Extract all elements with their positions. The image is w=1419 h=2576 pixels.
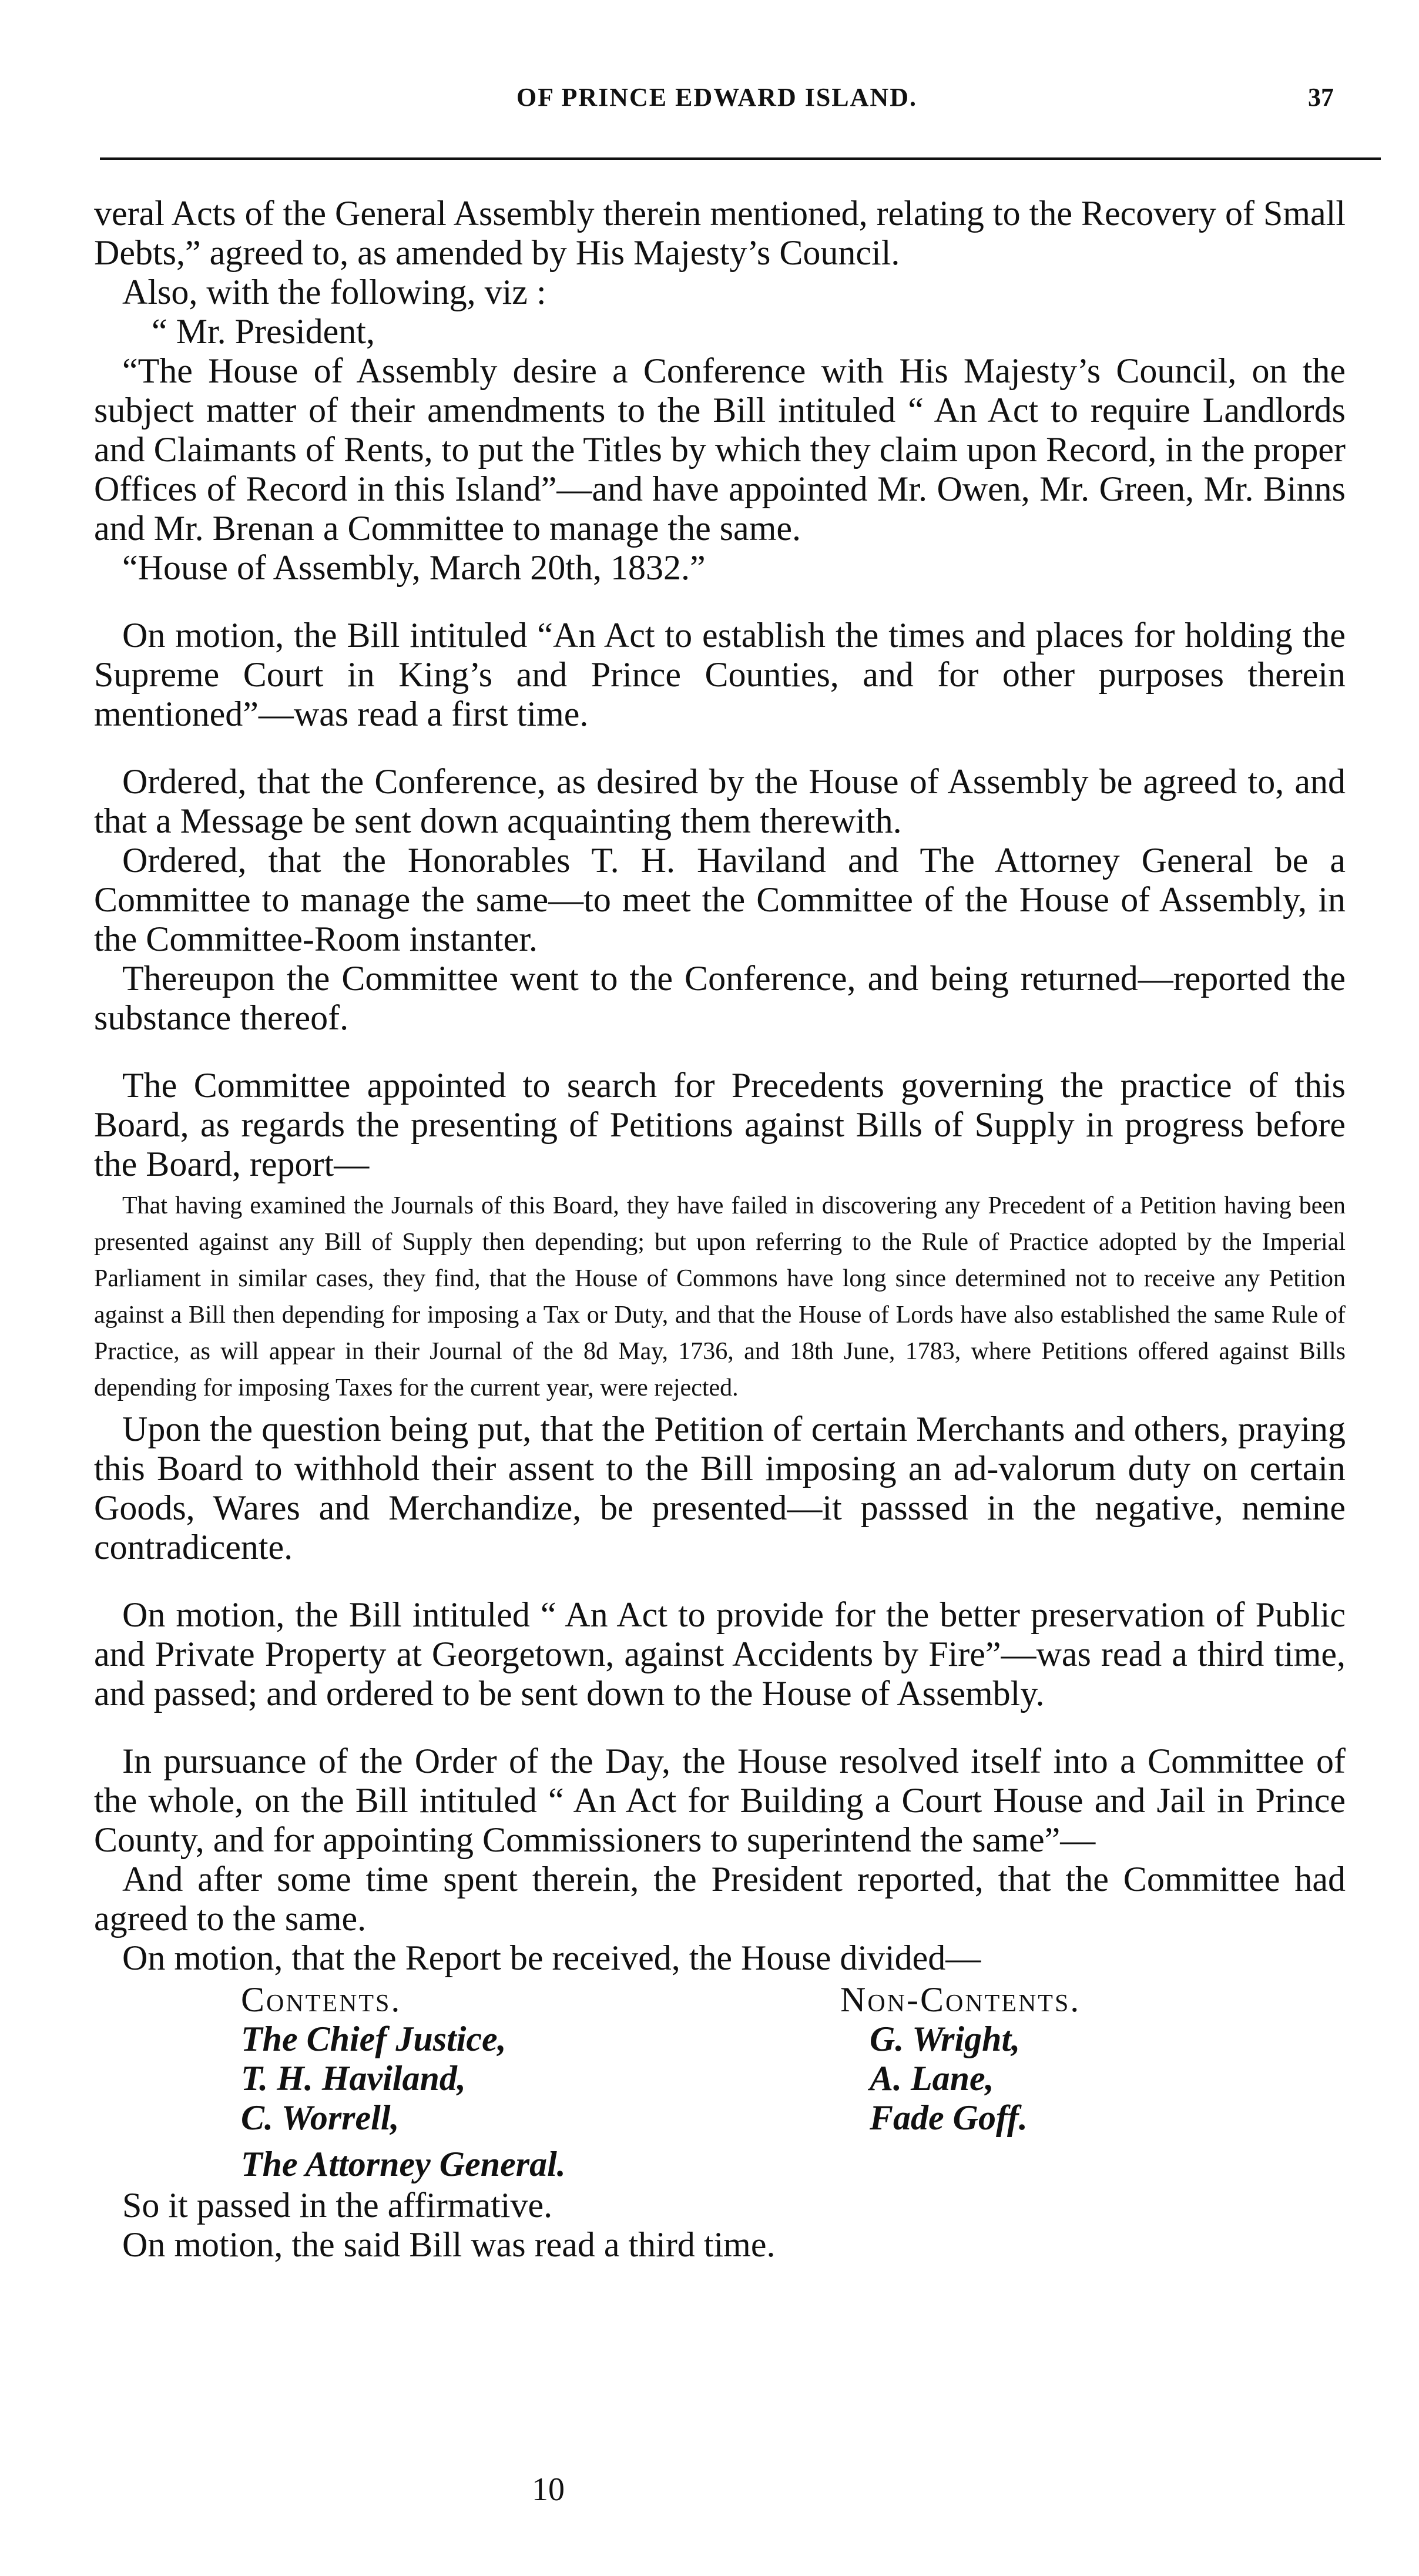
contents-name: The Attorney General. bbox=[241, 2145, 566, 2183]
running-title: OF PRINCE EDWARD ISLAND. bbox=[516, 83, 917, 112]
message-salutation: “ Mr. President, bbox=[152, 312, 375, 351]
page-number: 37 bbox=[1308, 83, 1334, 112]
division-list bbox=[94, 1980, 1346, 2183]
non-contents-name: A. Lane, bbox=[870, 2059, 994, 2098]
paragraph-georgetown-bill: On motion, the Bill intituled “ An Act to provide for the better preservation of Public and Private Property at Georgetown, against Accidents by Fire”—was read a third time, and passed; and ordered to be sent down to the House of Assembly. bbox=[94, 1595, 1346, 1713]
paragraph-passed-affirmative: So it passed in the affirmative. bbox=[122, 2186, 553, 2225]
paragraph-president-reported: And after some time spent therein, the President reported, that the Committee had agreed to the same. bbox=[94, 1860, 1346, 1938]
paragraph-conference-ordered: Ordered, that the Conference, as desired by the House of Assembly be agreed to, and that a Message be sent down acquainting them therewith. bbox=[94, 762, 1346, 840]
contents-heading: Contents. bbox=[241, 1980, 402, 2019]
paragraph-supreme-court-bill: On motion, the Bill intituled “An Act to establish the times and places for holding the Supreme Court in King’s and Prince Counties, and for other purposes therein mentioned”—was read a first time. bbox=[94, 616, 1346, 733]
non-contents-column bbox=[840, 1980, 1081, 2138]
paragraph-conference-returned: Thereupon the Committee went to the Conference, and being returned—reported the substance thereof. bbox=[94, 959, 1346, 1037]
paragraph-order-of-day: In pursuance of the Order of the Day, the House resolved itself into a Committee of the whole, on the Bill intituled “ An Act for Building a Court House and Jail in Prince County, and for appointing Commissioners to superintend the same”— bbox=[94, 1742, 1346, 1859]
signature-mark: 10 bbox=[532, 2471, 565, 2508]
paragraph-house-divided: On motion, that the Report be received, the House divided— bbox=[122, 1938, 981, 1977]
paragraph-continuation: veral Acts of the General Assembly therein mentioned, relating to the Recovery of Small Debts,” agreed to, as amended by His Majesty’s Council. bbox=[94, 194, 1346, 272]
paragraph-petition-question: Upon the question being put, that the Petition of certain Merchants and others, praying this Board to withhold their assent to the Bill imposing an ad-valorum duty on certain Goods, Wares and Merchandize, be presented—it passsed in the negative, nemine contradicente. bbox=[94, 1410, 1346, 1567]
message-date: “House of Assembly, March 20th, 1832.” bbox=[122, 548, 706, 587]
non-contents-heading: Non-Contents. bbox=[840, 1980, 1081, 2019]
paragraph-committee-ordered: Ordered, that the Honorables T. H. Haviland and The Attorney General be a Committee to manage the same—to meet the Committee of the House of Assembly, in the Committee-Room instanter. bbox=[94, 841, 1346, 958]
contents-column bbox=[241, 1980, 506, 2138]
contents-name: T. H. Haviland, bbox=[241, 2059, 466, 2098]
journal-body bbox=[94, 194, 1346, 2265]
contents-name: The Chief Justice, bbox=[241, 2020, 506, 2058]
message-body: “The House of Assembly desire a Conference with His Majesty’s Council, on the subject matter of their amendments to the Bill intituled “ An Act to require Landlords and Claimants of Rents, to put the Titles by which they claim upon Record, in the proper Offices of Record in this Island”—and have appointed Mr. Owen, Mr. Green, Mr. Binns and Mr. Brenan a Committee to manage the same. bbox=[94, 351, 1346, 548]
committee-report-text: That having examined the Journals of this Board, they have failed in discovering any Precedent of a Petition having been presented against any Bill of Supply then depending; but upon referring to the Rule of Practice adopted by the Imperial Parliament in similar cases, they find, that the House of Commons have long since determined not to receive any Petition against a Bill then depending for imposing a Tax or Duty, and that the House of Lords have also established the same Rule of Practice, as will appear in their Journal of the 8d May, 1736, and 18th June, 1783, where Petitions offered against Bills depending for imposing Taxes for the current year, were rejected. bbox=[94, 1192, 1346, 1401]
paragraph-also: Also, with the following, viz : bbox=[122, 273, 546, 311]
page-header bbox=[100, 82, 1334, 129]
paragraph-third-reading: On motion, the said Bill was read a third time. bbox=[122, 2225, 776, 2264]
contents-name: C. Worrell, bbox=[241, 2098, 400, 2137]
non-contents-name: G. Wright, bbox=[870, 2020, 1021, 2058]
non-contents-name: Fade Goff. bbox=[870, 2098, 1028, 2137]
header-rule bbox=[100, 157, 1381, 160]
paragraph-precedents-committee: The Committee appointed to search for Precedents governing the practice of this Board, as regards the presenting of Petitions against Bills of Supply in progress before the Board, report— bbox=[94, 1066, 1346, 1183]
